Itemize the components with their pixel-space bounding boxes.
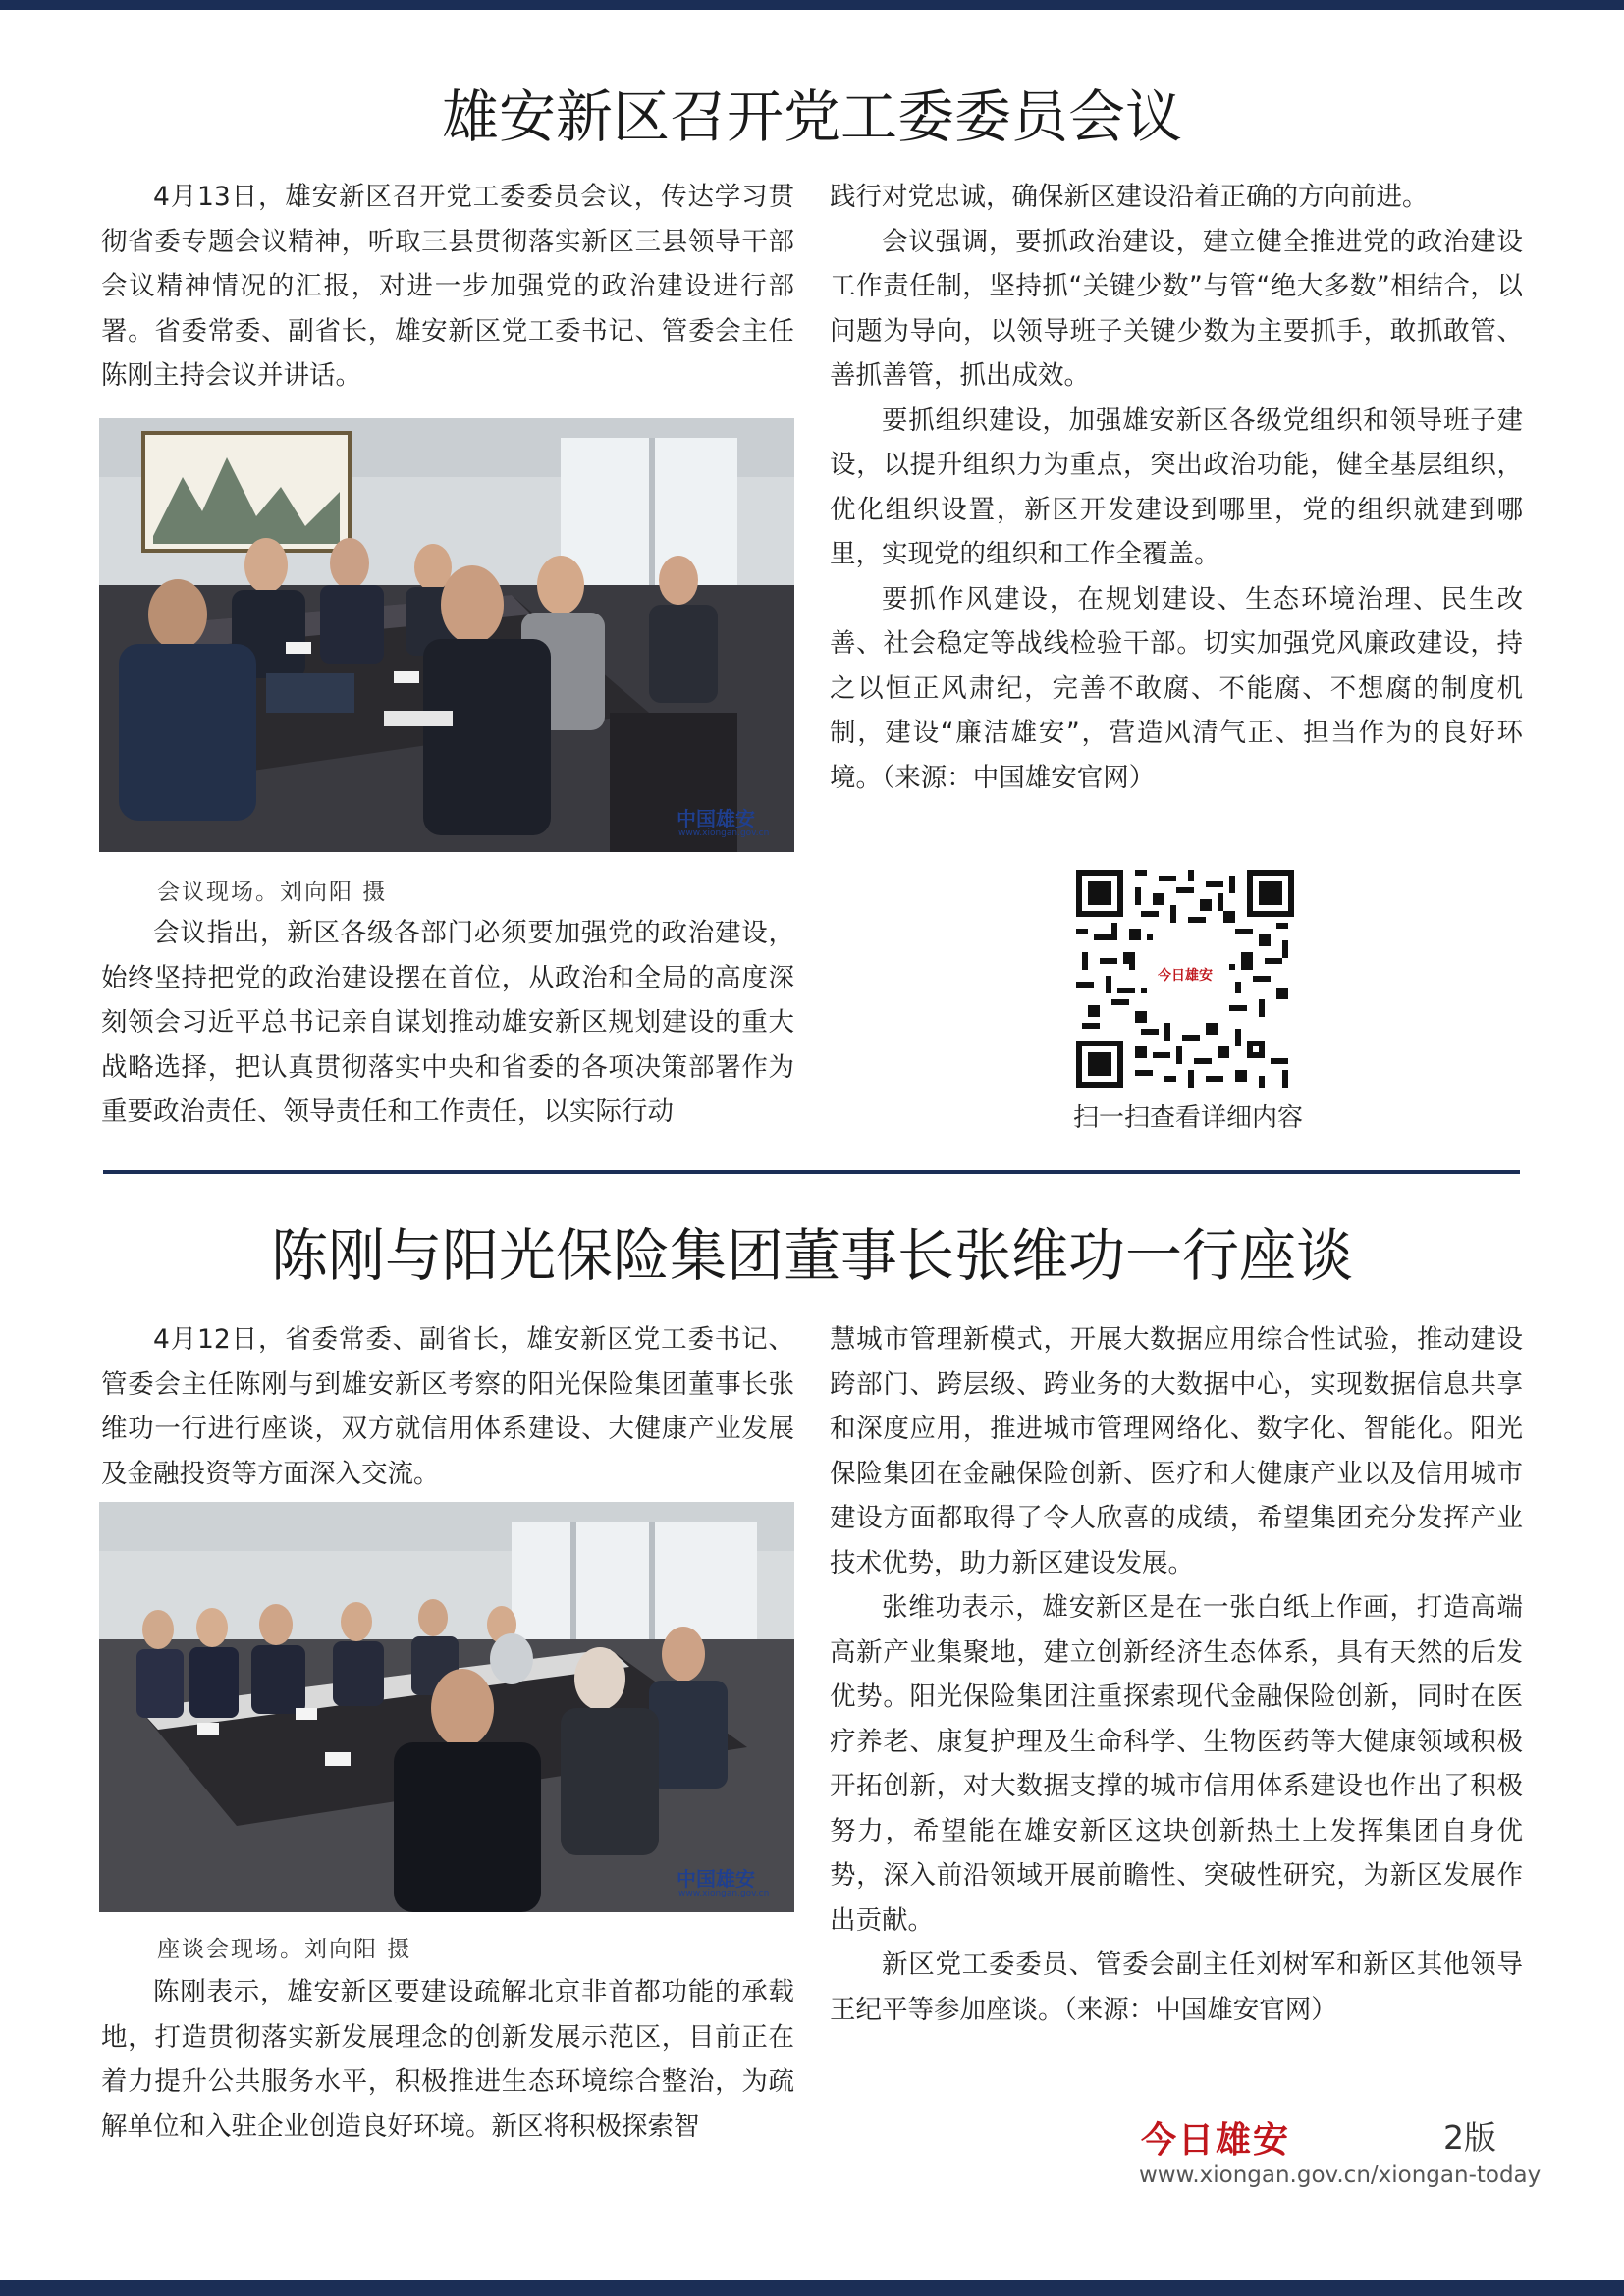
article1-left-body [101,911,794,1135]
qr-center-label: 今日雄安 [1158,968,1213,984]
article1-intro-text: 4月13日，雄安新区召开党工委委员会议，传达学习贯彻省委专题会议精神，听取三县贯彻落实新区三县领导干部会议精神情况的汇报，对进一步加强党的政治建设进行部署。省委常委、副省长，雄安新区党工委书记、管委会主任陈刚主持会议并讲话。 [101,182,794,391]
qr-caption: 扫一扫查看详细内容 [1072,1103,1303,1133]
article1-photo-watermark-url: www.xiongan.gov.cn [678,828,770,838]
section-divider [103,1170,1520,1174]
top-bar [0,0,1624,10]
footer-url[interactable]: www.xiongan.gov.cn/xiongan-today [1139,2163,1542,2188]
article1-right-p3: 要抓组织建设，加强雄安新区各级党组织和领导班子建设，以提升组织力为重点，突出政治功能，健全基层组织，优化组织设置，新区开发建设到哪里，党的组织就建到哪里，实现党的组织和工作全覆盖。 [830,404,1523,569]
bottom-bar [0,2280,1624,2296]
article2-photo-watermark: 中国雄安 [677,1867,755,1891]
article1-right-p1: 践行对党忠诚，确保新区建设沿着正确的方向前进。 [830,182,1429,212]
article1-body-text: 会议指出，新区各级各部门必须要加强党的政治建设，始终坚持把党的政治建设摆在首位，从政治和全局的高度深刻领会习近平总书记亲自谋划推动雄安新区规划建设的重大战略选择，把认真贯彻落实中央和省委的各项决策部署作为重要政治责任、领导责任和工作责任，以实际行动 [101,918,794,1127]
article2-photo [99,1502,794,1912]
article2-title: 陈刚与阳光保险集团董事长张维功一行座谈 [270,1222,1353,1289]
article2-photo-caption: 座谈会现场。刘向阳 摄 [157,1937,412,1962]
article1-photo [99,418,794,852]
article1-right-p4: 要抓作风建设，在规划建设、生态环境治理、民生改善、社会稳定等战线检验干部。切实加强党风廉政建设，持之以恒正风肃纪，完善不敢腐、不能腐、不想腐的制度机制，建设“廉洁雄安”，营造风清气正、担当作为的良好环境。（来源：中国雄安官网） [830,583,1523,793]
article2-right-column [830,1317,1523,2032]
article2-body-text: 陈刚表示，雄安新区要建设疏解北京非首都功能的承载地，打造贯彻落实新发展理念的创新发展示范区，目前正在着力提升公共服务水平，积极推进生态环境综合整治，为疏解单位和入驻企业创造良好环境。新区将积极探索智 [101,1977,794,2142]
article2-photo-watermark-url: www.xiongan.gov.cn [678,1889,770,1898]
qr-code[interactable] [1076,870,1294,1088]
article1-right-p2: 会议强调，要抓政治建设，建立健全推进党的政治建设工作责任制，坚持抓“关键少数”与管“绝大多数”相结合，以问题为导向，以领导班子关键少数为主要抓手，敢抓敢管、善抓善管，抓出成效。 [830,226,1523,391]
footer-logo: 今日雄安 [1141,2119,1291,2161]
article2-right-p1: 慧城市管理新模式，开展大数据应用综合性试验，推动建设跨部门、跨层级、跨业务的大数据中心，实现数据信息共享和深度应用，推进城市管理网络化、数字化、智能化。阳光保险集团在金融保险创新、医疗和大健康产业以及信用城市建设方面都取得了令人欣喜的成绩，希望集团充分发挥产业技术优势，助力新区建设发展。 [830,1324,1523,1578]
article1-photo-watermark: 中国雄安 [677,807,755,830]
article1-left-intro [101,175,794,399]
page-number: 2版 [1443,2118,1496,2157]
article2-right-p2: 张维功表示，雄安新区是在一张白纸上作画，打造高端高新产业集聚地，建立创新经济生态体系，具有天然的后发优势。阳光保险集团注重探索现代金融保险创新，同时在医疗养老、康复护理及生命科学、生物医药等大健康领域积极开拓创新，对大数据支撑的城市信用体系建设也作出了积极努力，希望能在雄安新区这块创新热土上发挥集团自身优势，深入前沿领域开展前瞻性、突破性研究，为新区发展作出贡献。 [830,1592,1523,1936]
article2-left-intro [101,1317,794,1496]
article1-photo-caption: 会议现场。刘向阳 摄 [157,880,388,905]
article2-right-p3: 新区党工委委员、管委会副主任刘树军和新区其他领导王纪平等参加座谈。（来源：中国雄安官网） [830,1949,1523,2025]
article1-right-column [830,175,1523,800]
article2-intro-text: 4月12日，省委常委、副省长，雄安新区党工委书记、管委会主任陈刚与到雄安新区考察的阳光保险集团董事长张维功一行进行座谈，双方就信用体系建设、大健康产业发展及金融投资等方面深入交流。 [101,1324,794,1489]
article1-title: 雄安新区召开党工委委员会议 [441,83,1182,150]
article2-left-body [101,1970,794,2149]
